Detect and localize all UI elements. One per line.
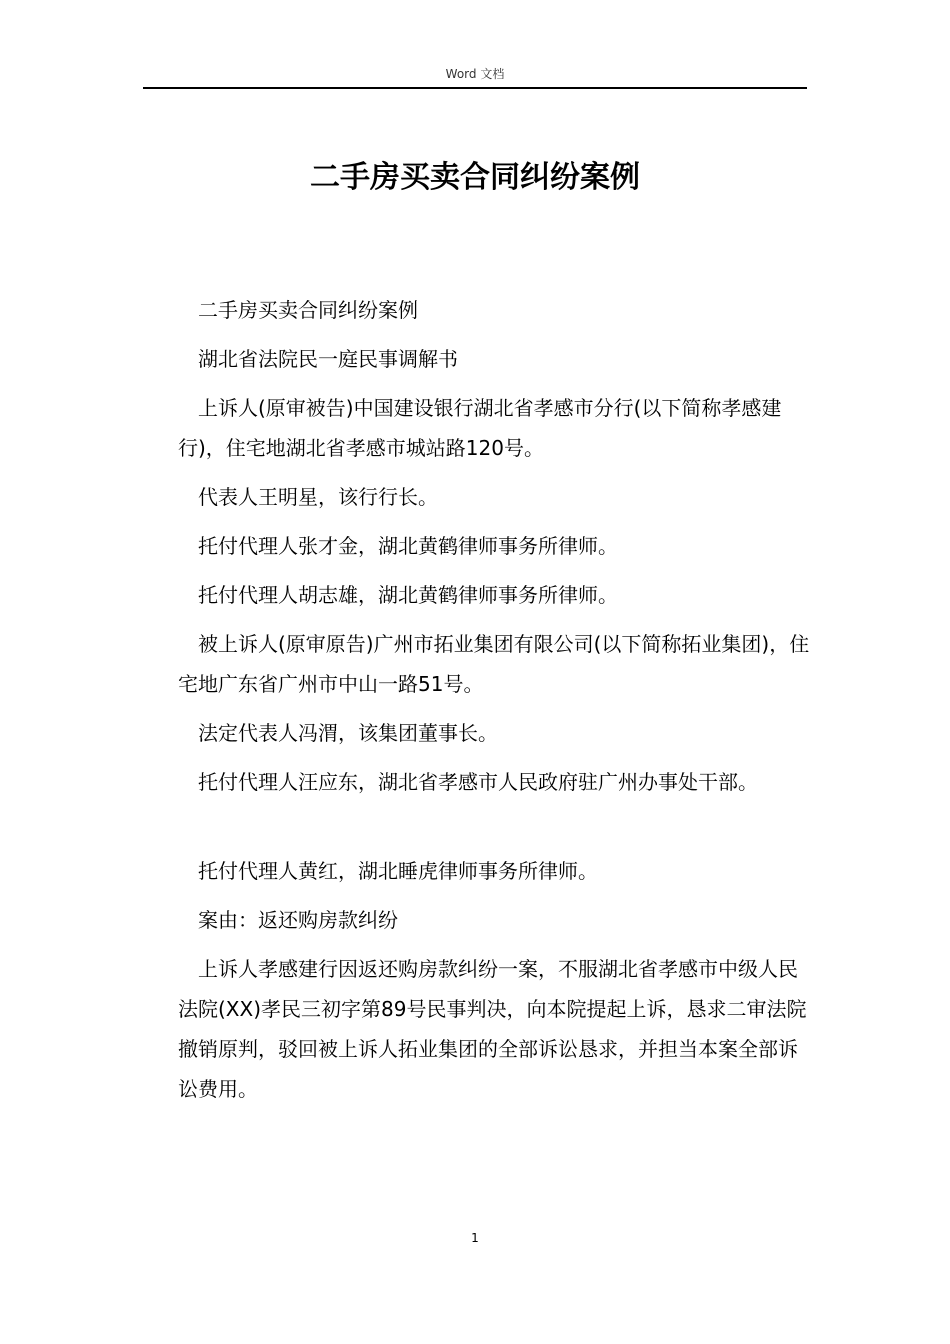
paragraph: 上诉人孝感建行因返还购房款纠纷一案，不服湖北省孝感市中级人民法院(XX)孝民三初字第89号民事判决，向本院提起上诉，恳求二审法院撤销原判，驳回被上诉人拓业集团的全部诉讼恳求，并担当本案全部诉讼费用。 <box>178 957 807 1101</box>
paragraph: 代表人王明星，该行行长。 <box>198 485 438 509</box>
document-title: 二手房买卖合同纠纷案例 <box>310 160 640 195</box>
paragraph: 湖北省法院民一庭民事调解书 <box>198 347 458 371</box>
document-body <box>178 290 814 1118</box>
paragraph: 托付代理人黄红，湖北睡虎律师事务所律师。 <box>198 859 598 883</box>
paragraph: 托付代理人胡志雄，湖北黄鹤律师事务所律师。 <box>198 583 618 607</box>
paragraph: 托付代理人汪应东，湖北省孝感市人民政府驻广州办事处干部。 <box>198 770 758 794</box>
paragraph: 被上诉人(原审原告)广州市拓业集团有限公司(以下简称拓业集团)，住宅地广东省广州市中山一路51号。 <box>178 632 810 696</box>
paragraph: 法定代表人冯渭，该集团董事长。 <box>198 721 498 745</box>
page-number: 1 <box>471 1231 479 1245</box>
paragraph: 托付代理人张才金，湖北黄鹤律师事务所律师。 <box>198 534 618 558</box>
paragraph: 上诉人(原审被告)中国建设银行湖北省孝感市分行(以下简称孝感建行)，住宅地湖北省孝感市城站路120号。 <box>178 396 782 460</box>
page-header: Word 文档 <box>445 67 505 81</box>
header-rule <box>143 87 807 89</box>
paragraph: 二手房买卖合同纠纷案例 <box>198 298 418 322</box>
paragraph: 案由：返还购房款纠纷 <box>198 908 398 932</box>
